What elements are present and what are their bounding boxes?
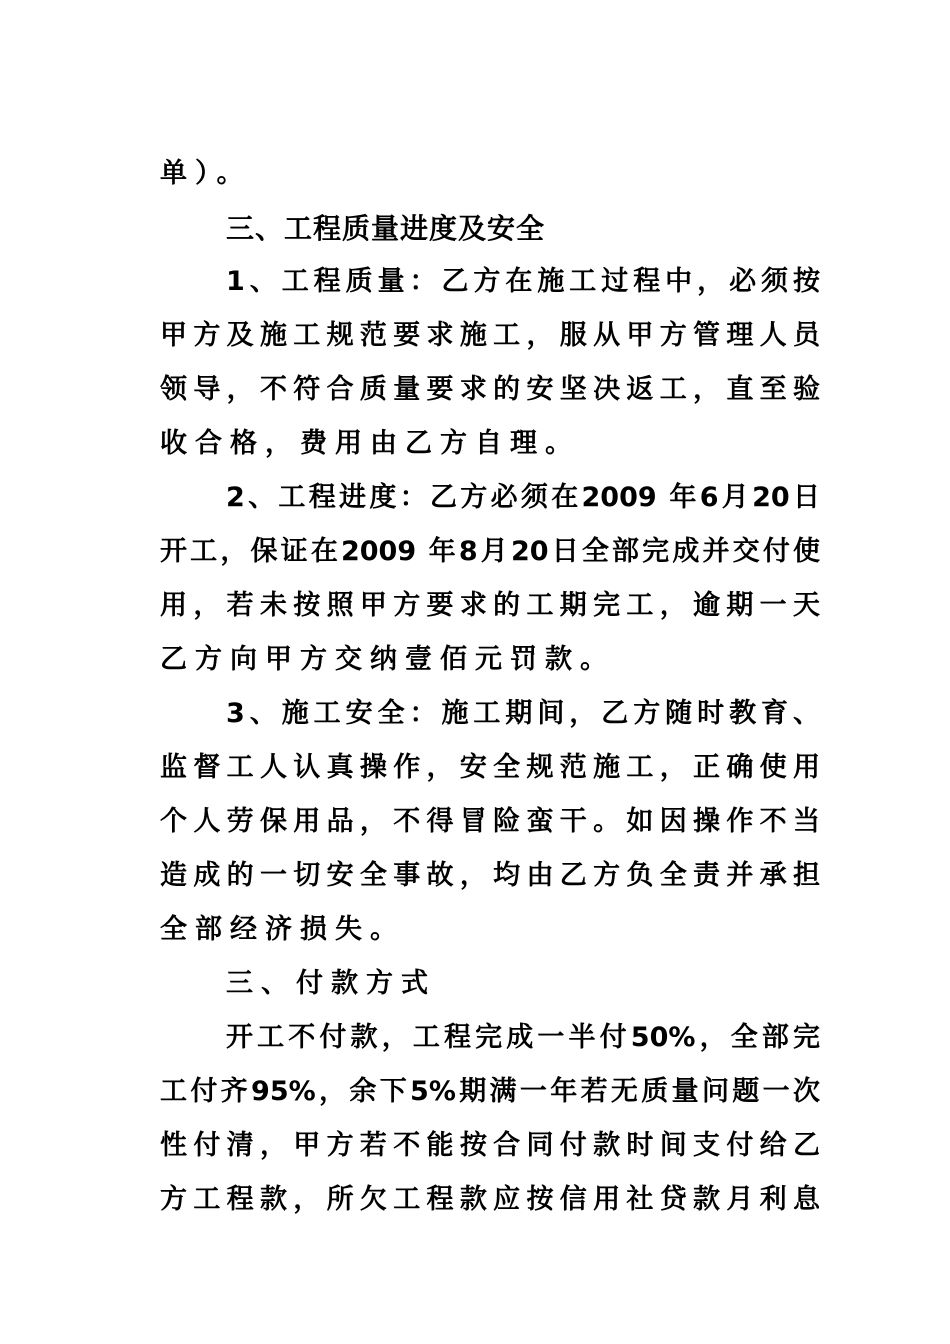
- paragraph-safety-line-3: 个人劳保用品，不得冒险蛮干。如因操作不当: [160, 806, 820, 837]
- paragraph-progress-line-2: 开工，保证在2009 年8月20日全部完成并交付使: [160, 536, 820, 567]
- paragraph-quality-line-1: 1、工程质量：乙方在施工过程中，必须按: [226, 266, 820, 297]
- paragraph-payment-line-4: 方工程款，所欠工程款应按信用社贷款月利息: [160, 1184, 820, 1215]
- paragraph-quality-line-2: 甲方及施工规范要求施工，服从甲方管理人员: [160, 320, 820, 351]
- paragraph-progress-line-1: 2、工程进度：乙方必须在2009 年6月20日: [226, 482, 820, 513]
- paragraph-payment-line-1: 开工不付款，工程完成一半付50%，全部完: [226, 1022, 820, 1053]
- text-line-1: 单）。: [160, 158, 252, 189]
- section-heading-quality-progress-safety: 三、工程质量进度及安全: [226, 212, 546, 245]
- section-heading-payment-method: 三、付款方式: [226, 968, 436, 999]
- paragraph-safety-line-2: 监督工人认真操作，安全规范施工，正确使用: [160, 752, 820, 783]
- paragraph-payment-line-3: 性付清，甲方若不能按合同付款时间支付给乙: [160, 1130, 820, 1161]
- paragraph-safety-line-5: 全部经济损失。: [160, 914, 405, 945]
- paragraph-payment-line-2: 工付齐95%，余下5%期满一年若无质量问题一次: [160, 1076, 820, 1107]
- paragraph-progress-line-3: 用，若未按照甲方要求的工期完工，逾期一天: [160, 590, 820, 621]
- paragraph-quality-line-3: 领导，不符合质量要求的安坚决返工，直至验: [160, 374, 820, 405]
- paragraph-progress-line-4: 乙方向甲方交纳壹佰元罚款。: [160, 644, 615, 675]
- paragraph-safety-line-1: 3、施工安全：施工期间，乙方随时教育、: [226, 698, 820, 729]
- paragraph-safety-line-4: 造成的一切安全事故，均由乙方负全责并承担: [160, 860, 820, 891]
- paragraph-quality-line-4: 收合格，费用由乙方自理。: [160, 428, 580, 459]
